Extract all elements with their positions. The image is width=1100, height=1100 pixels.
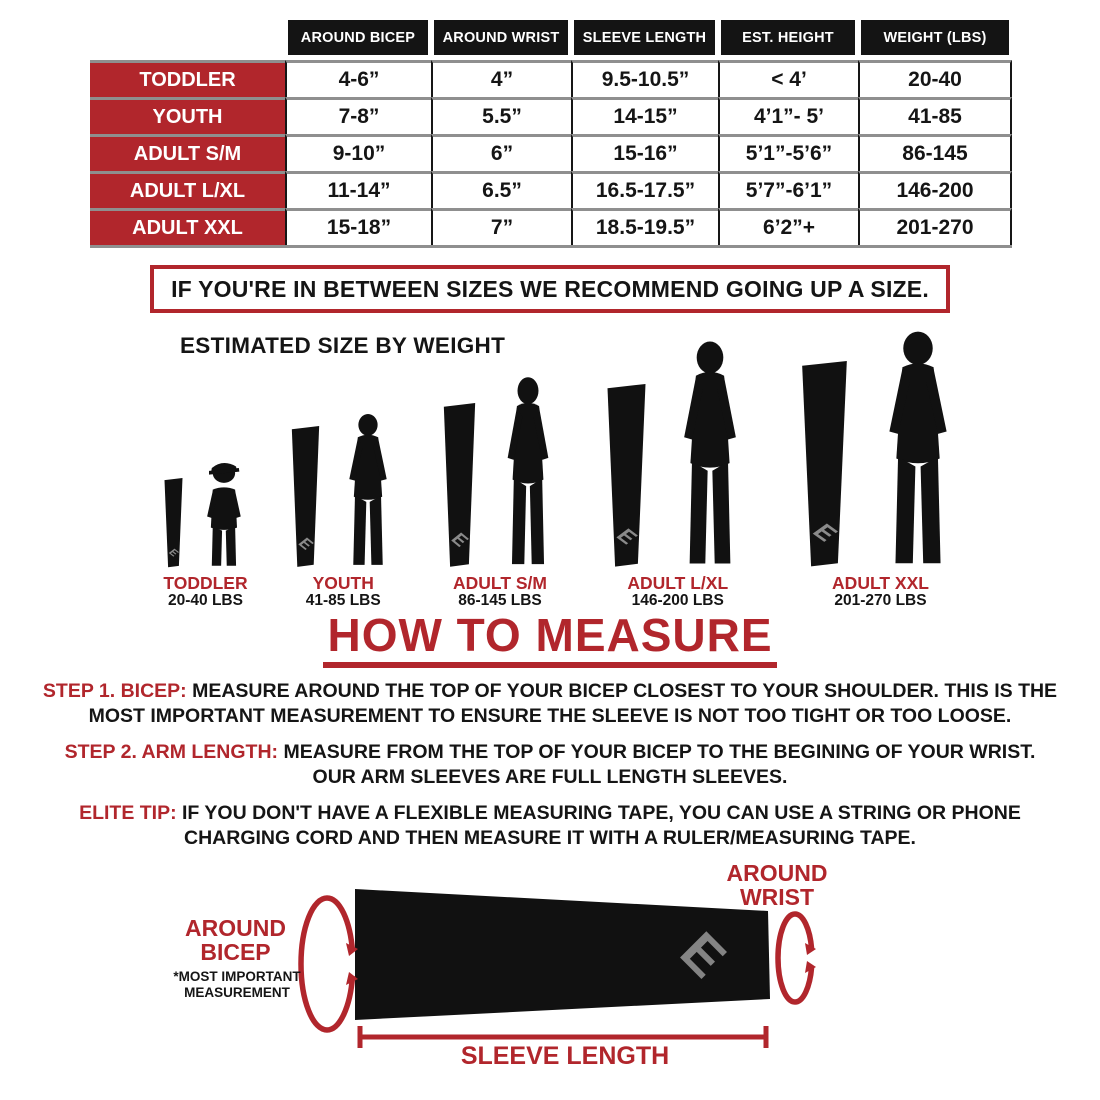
elite-tip-label: ELITE TIP: [79,802,177,825]
table-cell: 20-40 [858,60,1012,97]
table-cell: 9-10” [285,134,431,171]
elite-logo-icon: E [669,921,737,989]
row-label-youth: YOUTH [90,97,285,134]
step-1-text: MEASURE AROUND THE TOP OF YOUR BICEP CLOSEST TO YOUR SHOULDER. THIS IS THE MOST IMPORTANT MEASUREMENT TO ENSURE THE SLEEVE IS NOT TOO TIGHT OR TOO LOOSE. [88,680,1058,728]
sleeve-silhouette-icon [791,361,858,568]
size-groups [160,330,970,609]
table-cell: 201-270 [858,208,1012,245]
size-group-adult-xxl [791,330,970,609]
group-label: TODDLER [163,572,248,593]
around-bicep-label: AROUND BICEP [185,915,286,966]
column-header-around-wrist: AROUND WRIST [434,20,568,55]
size-group-youth [285,413,402,609]
step-2-label: STEP 2. ARM LENGTH: [64,741,279,764]
table-cell: 7-8” [285,97,431,134]
estimated-size-section [0,321,1100,609]
svg-text:E: E [165,547,181,559]
svg-text:E: E [611,524,644,548]
sleeve-silhouette-icon [285,426,326,568]
step-2-arm-length [50,740,1050,790]
estimated-size-title: ESTIMATED SIZE BY WEIGHT [180,333,506,358]
table-cell: 4-6” [285,60,431,97]
table-cell: 16.5-17.5” [571,171,718,208]
table-cell: < 4’ [718,60,858,97]
size-group-adult-lxl [598,340,757,609]
svg-text:E: E [294,534,317,553]
table-cell: 5’1”-5’6” [718,134,858,171]
group-label: ADULT XXL [832,572,929,593]
adult-lxl-silhouette-icon [663,340,757,568]
column-header-sleeve-length: SLEEVE LENGTH [574,20,715,55]
table-cell: 6.5” [431,171,571,208]
size-group-adult-sm [436,376,565,609]
group-weight: 201-270 LBS [834,591,927,609]
sleeve-length-label: SLEEVE LENGTH [460,1042,670,1071]
svg-text:E: E [806,519,843,546]
step-1-label: STEP 1. BICEP: [42,680,187,703]
most-important-note: *MOST IMPORTANT MEASUREMENT [173,969,301,1000]
size-group-toddler [160,456,251,609]
elite-tip [50,801,1050,851]
group-label: ADULT S/M [453,572,547,593]
column-header-around-bicep: AROUND BICEP [288,20,428,55]
table-cell: 5’7”-6’1” [718,171,858,208]
around-wrist-label: AROUND WRIST [726,860,828,911]
adult-xxl-silhouette-icon [866,330,970,568]
group-weight: 86-145 LBS [458,591,542,609]
adult-sm-silhouette-icon [491,376,565,568]
step-2-text: MEASURE FROM THE TOP OF YOUR BICEP TO THE BEGINING OF YOUR WRIST. OUR ARM SLEEVES ARE FULL LENGTH SLEEVES. [283,741,1036,789]
group-weight: 146-200 LBS [631,591,724,609]
table-cell: 146-200 [858,171,1012,208]
row-label-adult-lxl: ADULT L/XL [90,171,285,208]
table-cell: 9.5-10.5” [571,60,718,97]
step-1-bicep [35,679,1065,729]
wrist-loop-icon [778,914,812,1002]
table-cell: 4” [431,60,571,97]
table-cell: 5.5” [431,97,571,134]
sleeve-silhouette-icon [598,384,655,568]
row-label-toddler: TODDLER [90,60,285,97]
group-label: YOUTH [312,572,374,593]
elite-tip-text: IF YOU DON'T HAVE A FLEXIBLE MEASURING TAPE, YOU CAN USE A STRING OR PHONE CHARGING CORD AND THEN MEASURE IT WITH A RULER/MEASURING TAPE. [182,802,1021,850]
row-label-adult-xxl: ADULT XXL [90,208,285,245]
group-weight: 41-85 LBS [305,591,381,609]
group-weight: 20-40 LBS [168,591,243,609]
sleeve-silhouette-icon [436,403,483,568]
svg-text:E: E [446,528,473,550]
table-cell: 6’2”+ [718,208,858,245]
column-header-est-height: EST. HEIGHT [721,20,855,55]
table-cell: 14-15” [571,97,718,134]
table-cell: 4’1”- 5’ [718,97,858,134]
table-cell: 15-18” [285,208,431,245]
measurement-diagram [0,859,1100,1077]
youth-silhouette-icon [334,413,402,568]
table-cell: 6” [431,134,571,171]
table-corner-cell [90,20,285,60]
size-table [90,20,1012,248]
table-cell: 41-85 [858,97,1012,134]
between-sizes-banner: IF YOU'RE IN BETWEEN SIZES WE RECOMMEND GOING UP A SIZE. [150,265,950,313]
how-to-measure-title: HOW TO MEASURE [323,611,776,668]
row-label-adult-sm: ADULT S/M [90,134,285,171]
table-cell: 18.5-19.5” [571,208,718,245]
table-cell: 7” [431,208,571,245]
table-cell: 15-16” [571,134,718,171]
sleeve-silhouette-icon [160,478,187,568]
column-header-weight: WEIGHT (LBS) [861,20,1009,55]
group-label: ADULT L/XL [627,572,729,593]
table-cell: 11-14” [285,171,431,208]
table-cell: 86-145 [858,134,1012,171]
toddler-silhouette-icon [195,456,251,568]
